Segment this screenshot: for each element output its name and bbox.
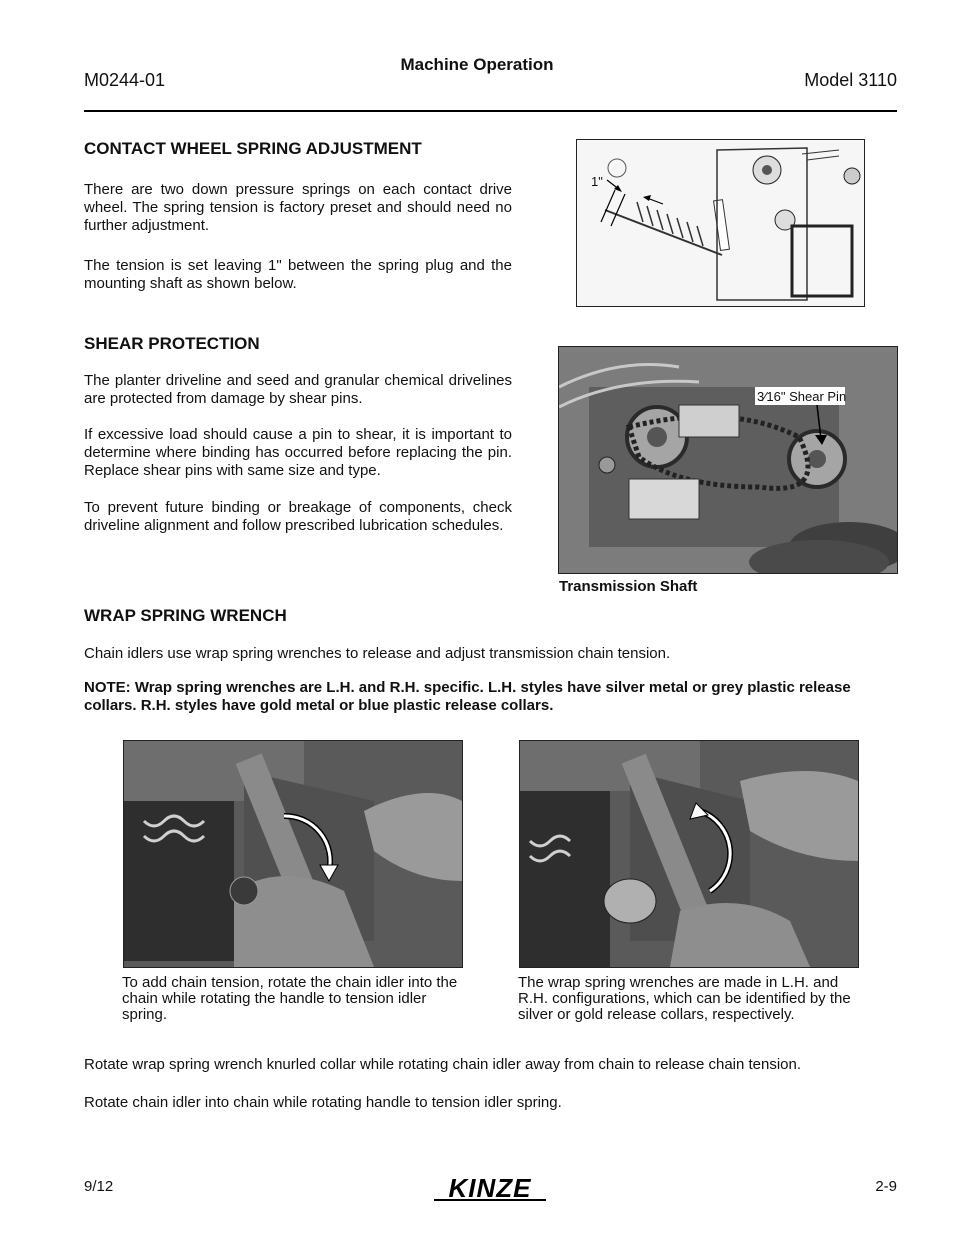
- contact-wheel-para-1: There are two down pressure springs on each contact drive wheel. The spring tension is factory preset and should need no further adjustment.: [84, 181, 512, 234]
- shear-para-3: To prevent future binding or breakage of components, check driveline alignment and follow prescribed lubrication schedules.: [84, 499, 512, 534]
- wrap-spring-heading: WRAP SPRING WRENCH: [84, 606, 287, 625]
- kinze-logo-text: KINZE: [448, 1173, 532, 1203]
- wrench-photo-lh-rh: [519, 740, 859, 968]
- add-tension-para: Rotate chain idler into chain while rotating handle to tension idler spring.: [84, 1094, 562, 1111]
- wrap-spring-intro: Chain idlers use wrap spring wrenches to release and adjust transmission chain tension.: [84, 645, 671, 662]
- doc-number: M0244-01: [84, 70, 166, 90]
- shear-para-1: The planter driveline and seed and granular chemical drivelines are protected from damage by shear pins.: [84, 372, 512, 407]
- release-tension-para: Rotate wrap spring wrench knurled collar while rotating chain idler away from chain to release chain tension.: [84, 1056, 802, 1073]
- kinze-logo: [430, 1172, 550, 1204]
- model-number: Model 3110: [804, 70, 897, 90]
- caption-lh-rh: The wrap spring wrenches are made in L.H. and R.H. configurations, which can be identified by the silver or gold release collars, respectively.: [518, 974, 851, 1023]
- header-rule: [84, 110, 897, 112]
- contact-wheel-heading: CONTACT WHEEL SPRING ADJUSTMENT: [84, 139, 422, 158]
- shear-pin-label: 3⁄16" Shear Pin: [757, 389, 847, 404]
- wrap-spring-note: NOTE: Wrap spring wrenches are L.H. and R.H. specific. L.H. styles have silver metal or grey plastic release collars. R.H. styles have gold metal or blue plastic release collars.: [84, 679, 851, 714]
- spring-gap-label: 1": [591, 174, 603, 189]
- transmission-shaft-caption: Transmission Shaft: [559, 578, 698, 595]
- contact-wheel-para-2: The tension is set leaving 1" between the spring plug and the mounting shaft as shown below.: [84, 257, 512, 292]
- footer-date: 9/12: [84, 1178, 114, 1195]
- section-title: Machine Operation: [400, 55, 554, 74]
- transmission-shaft-photo: [558, 346, 898, 574]
- contact-wheel-spring-figure: [576, 139, 865, 307]
- wrench-photo-add-tension: [123, 740, 463, 968]
- footer-page-number: 2-9: [875, 1178, 897, 1195]
- shear-protection-heading: SHEAR PROTECTION: [84, 334, 260, 353]
- caption-add-tension: To add chain tension, rotate the chain idler into the chain while rotating the handle to tension idler spring.: [122, 974, 458, 1023]
- shear-para-2: If excessive load should cause a pin to shear, it is important to determine where binding has occurred before replacing the pin. Replace shear pins with same size and type.: [84, 426, 512, 479]
